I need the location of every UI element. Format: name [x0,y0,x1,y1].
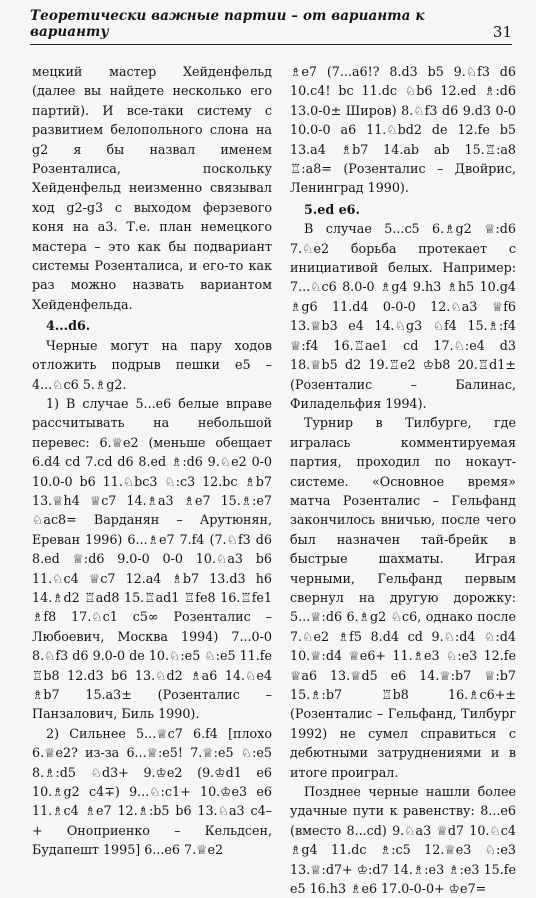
left-column [32,62,272,860]
right-paragraph-4: Позднее черные нашли более удачные пути к равенству: 8...e6 (вместо 8...cd) 9.♘a3 ♕d7 10.♘c4 ♗g4 11.dc ♗:c5 12.♕e3 ♘:e3 13.♕:d7+ ♔:d7 14.♗:e3 ♗:e3 15.fe e5 16.h3 ♗e6 17.0-0-0+ ♔e7= [290,784,516,897]
left-paragraph-4: 2) Сильнее 5...♕c7 6.f4 [плохо 6.♕e2? из-за 6...♕:e5! 7.♕:e5 ♘:e5 8.♗:d5 ♘d3+ 9.♔e2 (9.♔d1 e6 10.♗g2 c4∓) 9...♘:c1+ 10.♔e3 e6 11.♗c4 ♗e7 12.♗:b5 b6 13.♘a3 c4–+ Оноприенко – Кельдсен, Будапешт 1995] 6...e6 7.♕e2 [32,725,272,858]
right-paragraph-3: Турнир в Тилбурге, где игралась комментируемая партия, проходил по нокаут-системе. «Основное время» матча Розенталис – Гельфанд закончилось вничью, после чего был назначен тай-брейк в быстрые шахматы. Играя черными, Гельфанд первым свернул на другую дорожку: 5...♕:d6 6.♗g2 ♘c6, однако после 7.♘e2 ♗f5 8.d4 cd 9.♘:d4 ♘:d4 10.♕:d4 ♕e6+ 11.♗e3 ♘:e3 12.fe ♕a6 13.♕d5 e6 14.♕:b7 ♕:b7 15.♗:b7 ♖b8 16.♗c6+± (Розенталис – Гельфанд, Тилбург 1992) не сумел справиться с дебютными затруднениями и в итоге проиграл. [290,415,516,780]
running-header [30,8,512,45]
running-title: Теоретически важные партии – от варианта к варианту [30,8,425,40]
left-paragraph-1: мецкий мастер Хейденфельд (далее вы найдете несколько его партий). И все-таки систему с развитием белопольного слона на g2 я бы назвал именем Розенталиса, поскольку Хейденфельд неизменно связывал ход g2-g3 с выходом ферзевого коня на а3. Т.е. план немецкого мастера – это как бы подвариант системы Розенталиса, и его-то как раз можно назвать вариантом Хейденфельда. [32,64,272,312]
page-number: 31 [492,23,512,41]
right-paragraph-1: ♗e7 (7...a6!? 8.d3 b5 9.♘f3 d6 10.c4! bc 11.dc ♘b6 12.ed ♗:d6 13.0-0± Широв) 8.♘f3 d6 9.d3 0-0 10.0-0 a6 11.♘bd2 de 12.fe b5 13.a4 ♗b7 14.ab ab 15.♖:a8 ♖:a8= (Розенталис – Двойрис, Ленинград 1990). [290,64,516,196]
left-paragraph-3: 1) В случае 5...е6 белые вправе рассчитывать на небольшой перевес: 6.♕e2 (меньше обещает 6.d4 cd 7.cd d6 8.ed ♗:d6 9.♘e2 0-0 10.0-0 b6 11.♘bc3 ♘:c3 12.bc ♗b7 13.♕h4 ♕c7 14.♗a3 ♗e7 15.♗:e7 ♘ac8= Варданян – Арутюнян, Ереван 1996) 6...♗e7 7.f4 (7.♘f3 d6 8.ed ♕:d6 9.0-0 0-0 10.♘a3 b6 11.♘c4 ♕c7 12.a4 ♗b7 13.d3 h6 14.♗d2 ♖ad8 15.♖ad1 ♖fe8 16.♖fe1 ♗f8 17.♘c1 c5∞ Розенталис – Любоевич, Москва 1994) 7...0-0 8.♘f3 d6 9.0-0 de 10.♘:e5 ♘:e5 11.fe ♖b8 12.d3 b6 13.♘d2 ♗a6 14.♘e4 ♗b7 15.a3± (Розенталис – Панзалович, Биль 1990). [32,395,272,722]
move-heading-5-ed-e6: 5.ed e6. [304,201,360,217]
left-paragraph-2: Черные могут на пару ходов отложить подрыв пешки е5 – 4...♘c6 5.♗g2. [32,337,272,392]
right-column [290,62,516,898]
move-heading-4-d6: 4...d6. [46,318,91,334]
right-paragraph-2: В случае 5...c5 6.♗g2 ♕:d6 7.♘e2 борьба протекает с инициативой белых. Например: 7...♘c6 8.0-0 ♗g4 9.h3 ♗h5 10.g4 ♗g6 11.d4 0-0-0 12.♘a3 ♕f6 13.♕b3 e4 14.♘g3 ♘f4 15.♗:f4 ♕:f4 16.♖ae1 cd 17.♘:e4 d3 18.♕b5 d2 19.♖e2 ♔b8 20.♖d1± (Розенталис – Балинас, Филадельфия 1994). [290,221,516,411]
